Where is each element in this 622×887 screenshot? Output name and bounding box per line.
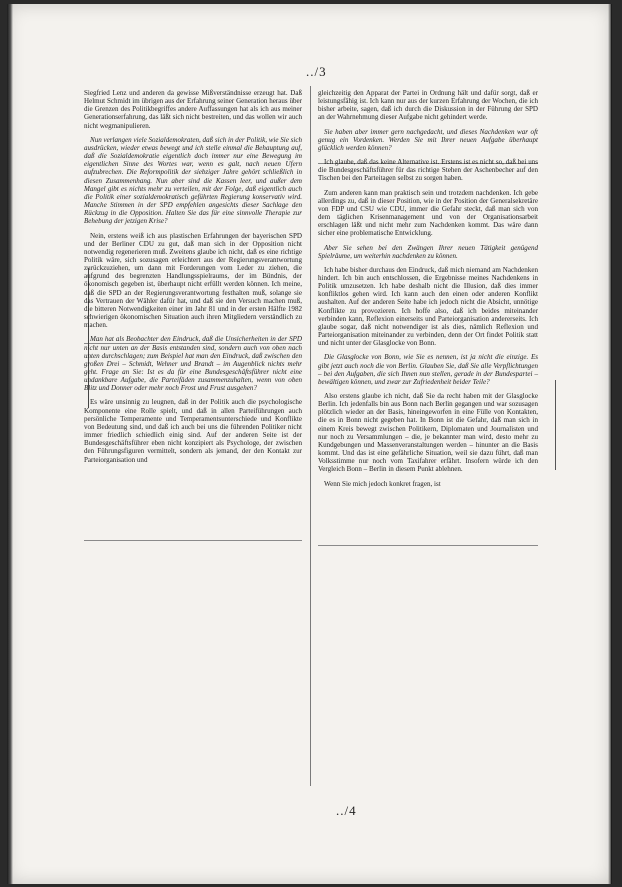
interview-answer: Wenn Sie mich jedoch konkret fragen, ist	[324, 479, 441, 488]
interview-question: Sie haben aber immer gern nachgedacht, und dieses Nachdenken war oft genug ein Vordenken. Werden Sie mit Ihrer neuen Aufgabe überhaupt glücklich werden können?	[318, 127, 538, 152]
scan-edge-right	[608, 4, 612, 884]
section-rule	[318, 545, 538, 546]
column-divider	[310, 86, 311, 786]
interview-answer: Es wäre unsinnig zu leugnen, daß in der Politik auch die psychologische Komponente eine Rolle spielt, und daß in allen Parteiführungen auch persönliche Temperamente und Temperamentsunterschiede und Konflikte von Bedeutung sind, und daß ich auch bei uns die führenden Politiker nicht immer friedlich schiedlich einig sind. Auf der anderen Seite ist der Bundesgeschäftsführer eben nicht konzipiert als Psychologe, der zwischen den Führungsfiguren vermittelt, sondern als jemand, der den Kontakt zur Parteiorganisation und	[84, 398, 302, 464]
interview-question: Man hat als Beobachter den Eindruck, daß die Unsicherheiten in der SPD nicht nur unten an der Basis entstanden sind, sondern auch von oben nach unten durchschlagen; zum Beispiel hat man den Eindruck, daß zwischen den großen Drei – Schmidt, Wehner und Brandt – im Augenblick nichts mehr geht. Frage an Sie: Ist es da für eine Bundesgeschäftsführer nicht eine undankbare Aufgabe, die Parteifäden zusammenzuhalten, wenn von oben Blitz und Donner oder mehr noch Frost und Frust ausgehen?	[84, 335, 302, 393]
left-text-column	[84, 89, 302, 470]
interview-answer: Nein, erstens weiß ich aus plastischen Erfahrungen der bayerischen SPD und der Berliner CDU zu gut, daß man sich in der Opposition nicht notwendig regenerieren muß. Zweitens glaube ich nicht, daß es eine richtige Politik wäre, sich sozusagen erleichtert aus der Regierungsverantwortung zurückzuziehen, um dann mit Forderungen vom Leder zu ziehen, die aufgrund des begrenzten Handlungsspielraums, der im Bündnis, der ökonomisch gegeben ist, überhaupt nicht erfüllt werden können. Ich meine, daß die SPD an der Regierungsverantwortung festhalten muß, solange sie das Vertrauen der Wähler dafür hat, und daß sie den Versuch machen muß, die bitteren Notwendigkeiten einer im Jahr 81 und in der ersten Hälfte 1982 schwierigen ökonomischen Situation auch ihren Mitgliedern verständlich zu machen.	[84, 231, 302, 330]
interview-question: Aber Sie sehen bei den Zwängen Ihrer neuen Tätigkeit genügend Spielräume, um weiterhin nachdenken zu können.	[318, 243, 538, 260]
page-marker-top: ../3	[306, 64, 327, 79]
scan-edge-left	[7, 4, 13, 884]
interview-question: Die Glasglocke von Bonn, wie Sie es nennen, ist ja nicht die einzige. Es gibt jetzt auch noch die von Berlin. Glauben Sie, daß Sie alle Verpflichtungen – bei den Aufgaben, die sich Ihnen nun stellen, gerade in der Bundespartei – bewältigen können, und zwar zur Zufriedenheit beider Teile?	[318, 353, 538, 386]
interview-question: Nun verlangen viele Sozialdemokraten, daß sich in der Politik, wie Sie sich ausdrücken, wieder etwas bewegt und ich stelle einmal die Behauptung auf, daß die Sozialdemokratie eigentlich doch immer nur eine Bewegung im eigentlichen Sinne des Wortes war, wenn es galt, nach neuen Ufern aufzubrechen. Die Reformpolitik der siebziger Jahre gehört schließlich in diesen Zusammenhang. Nun aber sind die Kassen leer, und außer dem Mangel gibt es nichts mehr zu verteilen, mit der Folge, daß eigentlich auch die Politik einer sozialdemokratisch geführten Regierung konservativ wird. Manche Stimmen in der SPD empfehlen angesichts dieser Sachlage den Rückzug in die Opposition. Halten Sie das für eine sinnvolle Therapie zur Behebung der jetzigen Krise?	[84, 135, 302, 226]
interview-answer: Also erstens glaube ich nicht, daß Sie da recht haben mit der Glasglocke Berlin. Ich jedenfalls bin aus Bonn nach Berlin gegangen und war sozusagen plötzlich wieder an der Basis, hineingeworfen in eine Fülle von Kontakten, die es in Bonn nicht gegeben hat. In Bonn ist die Gefahr, daß man sich in einem Kreis bewegt zwischen Politikern, Diplomaten und Journalisten und nur noch zu Versammlungen – die, je bekannter man wird, desto mehr zu Kundgebungen und Massenveranstaltungen werden – hinunter an die Basis kommt. Und das ist eine gefährliche Situation, weil sie dazu führt, daß man Volksstimme nur noch vom Taxifahrer erfährt. Insofern würde ich den Vergleich Bonn – Berlin in diesem Punkt ablehnen.	[318, 392, 538, 474]
interview-answer: Siegfried Lenz und anderen da gewisse Mißverständnisse erzeugt hat. Daß Helmut Schmidt im übrigen aus der Erfahrung seiner Generation heraus über die Grenzen des Politikbegriffes andere Auffassungen hat als ich aus meiner Generationserfahrung, das läßt sich nicht bestreiten, und das wollen wir auch nicht wegmanipulieren.	[84, 89, 302, 130]
interview-answer: Ich glaube, daß das keine Alternative ist. Erstens ist es nicht so, daß bei uns die Bundesgeschäftsführer für das richtige Stehen der Aschenbecher auf den Tischen bei den Parteitagen selbst zu sorgen haben.	[318, 158, 538, 183]
section-rule	[84, 540, 302, 541]
margin-mark	[555, 380, 556, 470]
page-marker-bottom: ../4	[336, 803, 357, 818]
interview-answer: gleichzeitig den Apparat der Partei in Ordnung hält und dafür sorgt, daß er leistungsfähig ist. Ich kann nur aus der kurzen Erfahrung der Wochen, die ich bisher arbeite, sagen, daß ich durch die Diskussion in der Führung der SPD an der Wahrnehmung dieser Aufgabe nicht gehindert werde.	[318, 89, 538, 122]
interview-answer: Zum anderen kann man praktisch sein und trotzdem nachdenken. Ich gebe allerdings zu, daß in dieser Position, wie in der Position der Generalsekretäre von FDP und CSU wie CDU, immer die Gefahr steckt, daß man sich von dem täglichen Krisenmanagement und von der Organisationsarbeit erschlagen läßt und nicht mehr zum Nachdenken kommt. Das wäre dann sicher eine problematische Entwicklung.	[318, 188, 538, 238]
interview-answer: Ich habe bisher durchaus den Eindruck, daß mich niemand am Nachdenken hindert. Ich bin auch entschlossen, die Ergebnisse meines Nachdenkens in Politik umzusetzen. Ich habe deshalb nicht die Illusion, daß dies immer konfliktlos gehen wird. Ich kann auch den einen oder anderen Konflikt aushalten. Auf der anderen Seite habe ich jedoch nicht die Absicht, unnötige Konflikte zu provozieren. Ich hoffe also, daß ich beides miteinander verbinden kann, Reflexion einerseits und Parteiorganisation andererseits. Ich glaube sogar, daß nicht notwendiger ist als dies, nämlich Reflexion und Parteiorganisation miteinander zu verbinden, denn der Ort findet Politik statt und nicht unter der Glasglocke von Bonn.	[318, 265, 538, 348]
right-text-column	[318, 89, 538, 494]
